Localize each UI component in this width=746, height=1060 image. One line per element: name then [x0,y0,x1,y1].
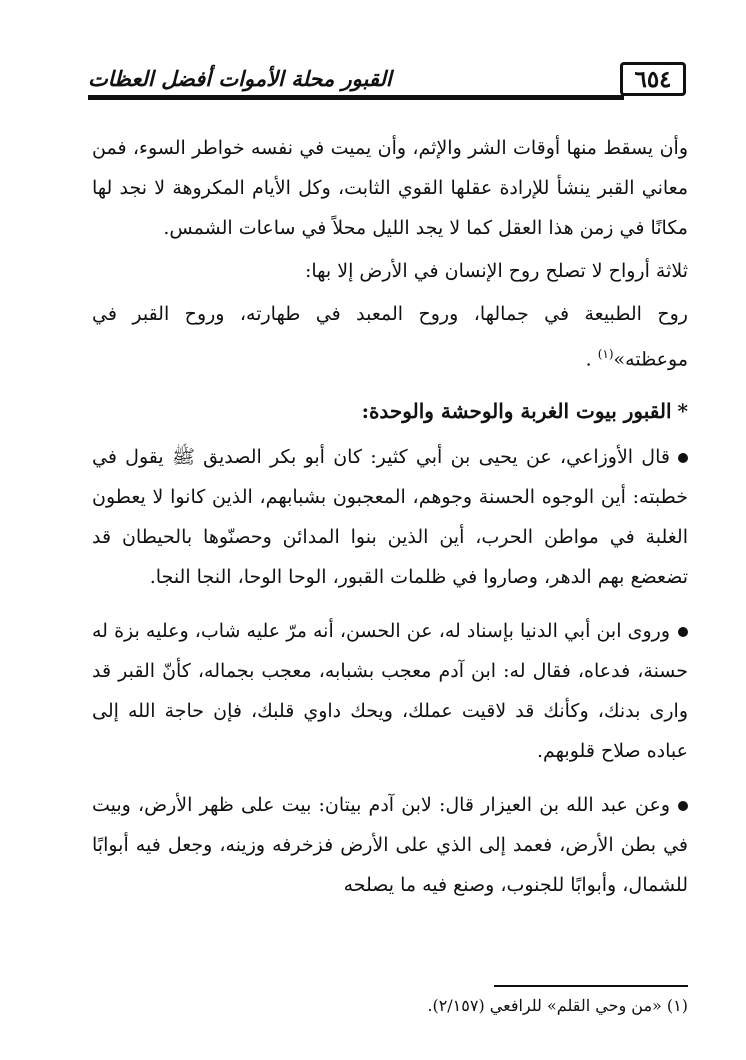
section-heading-text: القبور بيوت الغربة والوحشة والوحدة: [361,399,672,424]
footnote-divider [494,985,688,987]
paragraph-6 [92,785,688,905]
main-text [92,128,688,905]
paragraph-1: وأن يسقط منها أوقات الشر والإثم، وأن يميت في نفسه خواطر السوء، فمن معاني القبر ينشأ للإرادة عقلها القوي الثابت، وكل الأيام المكروهة لا نجد لها مكانًا في زمن هذا العقل كما لا يجد الليل محلاً في ساعات الشمس. [92,137,688,239]
paragraph-3-text: روح الطبيعة في جمالها، وروح المعبد في طهارته، وروح القبر في موعظته» [92,303,688,371]
section-heading [92,391,688,431]
running-title: القبور محلة الأموات أفضل العظات [88,66,392,91]
paragraph-6-text: وعن عبد الله بن العيزار قال: لابن آدم بيتان: بيت على ظهر الأرض، وبيت في بطن الأرض، فعمد إلى الذي على الأرض فزخرفه وزينه، وجعل فيه أبوابًا للشمال، وأبوابًا للجنوب، وصنع فيه ما يصلحه [92,794,688,897]
footnote-reference: (١) [597,347,614,361]
footnote: (١) «من وحي القلم» للرافعي (٢/١٥٧). [427,996,688,1015]
paragraph-3-end: . [585,348,598,371]
paragraph-3 [92,294,688,379]
bullet-icon [678,627,688,637]
bullet-icon [678,453,688,463]
paragraph-5-text: وروى ابن أبي الدنيا بإسناد له، عن الحسن، أنه مرّ عليه شاب، وعليه بزة له حسنة، فدعاه، فقال له: ابن آدم معجب بشبابه، معجب بجماله، كأنّ القبر قد وارى بدنك، وكأنك قد لاقيت عملك، ويحك داوي قلبك، فإن حاجة الله إلى عباده صلاح قلوبهم. [92,620,688,763]
star-icon: * [677,399,688,424]
paragraph-2: ثلاثة أرواح لا تصلح روح الإنسان في الأرض إلا بها: [304,260,688,282]
paragraph-4 [92,437,688,597]
bullet-icon [678,801,688,811]
paragraph-5 [92,611,688,771]
page-header [88,62,686,102]
page-number: ٦٥٤ [620,62,686,96]
header-rule [88,95,624,100]
paragraph-4-text: قال الأوزاعي، عن يحيى بن أبي كثير: كان أبو بكر الصديق ﷺ يقول في خطبته: أين الوجوه الحسنة وجوهم، المعجبون بشبابهم، الذين كانوا لا يعطون الغلبة في مواطن الحرب، أين الذين بنوا المدائن وحصنّوها بالحيطان قد تضعضع بهم الدهر، وصاروا في ظلمات القبور، الوحا الوحا، النجا النجا. [92,446,688,589]
